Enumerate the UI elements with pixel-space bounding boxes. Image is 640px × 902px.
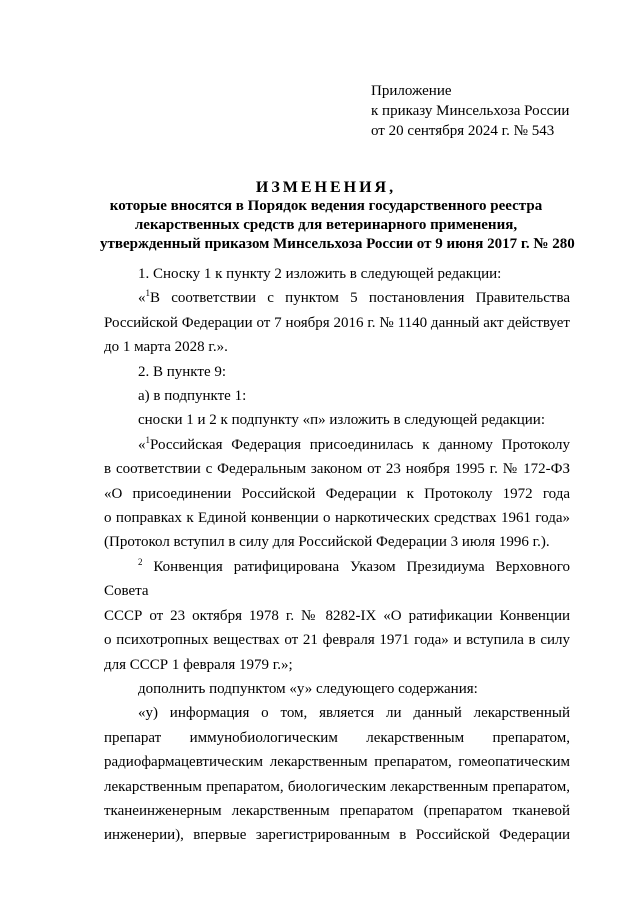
paragraph-9 [104,701,570,847]
paragraph-2 [104,286,570,359]
title-line-3: утвержденный приказом Минсельхоза России от 9 июня 2017 г. № 280 [100,236,575,252]
title-line-1: которые вносятся в Порядок ведения государственного реестра [109,198,543,214]
paragraph-1: 1. Сноску 1 к пункту 2 изложить в следующей редакции: [138,266,502,282]
appendix-line-2: к приказу Минсельхоза России [371,103,570,119]
paragraph-9-line-2: препарат иммунобиологическим лекарственным препаратом, [104,729,570,746]
paragraph-9-line-4: лекарственным препаратом, биологическим лекарственным препаратом, [104,778,570,795]
paragraph-7-line-3: о психотропных веществах от 21 февраля 1971 года» и вступила в силу [104,632,570,649]
appendix-block [371,81,569,141]
paragraph-2-line-2: Российской Федерации от 7 ноября 2016 г. № 1140 данный акт действует [104,314,570,331]
paragraph-9-line-3: радиофармацевтическим лекарственным препаратом, гомеопатическим [104,754,570,771]
paragraph-6-line-3: «О присоединении Российской Федерации к Протоколу 1972 года [104,485,570,502]
document-title [100,178,575,254]
footnote-mark: 1 [145,288,150,299]
paragraph-9-line-5: тканеинженерным лекарственным препаратом (препаратом тканевой [104,802,570,819]
paragraph-7-line-4: для СССР 1 февраля 1979 г.»; [104,656,293,673]
paragraph-8: дополнить подпунктом «у» следующего содержания: [138,680,478,697]
paragraph-9-line-1: «у) информация о том, является ли данный лекарственный [138,705,570,722]
footnote-mark: 2 [138,556,143,567]
paragraph-7-line-1: $^2$ Конвенция ратифицирована Указом Президиума Верховного Совета [104,556,570,600]
paragraph-9-line-6: инженерии), впервые зарегистрированным в Российской Федерации [104,827,570,844]
appendix-line-1: Приложение [371,83,452,99]
paragraph-7 [104,555,570,677]
paragraph-6-line-4: о поправках к Единой конвенции о наркотических средствах 1961 года» [104,510,570,527]
document-body [104,262,570,848]
paragraph-7-line-2: СССР от 23 октября 1978 г. № 8282-IX «О ратификации Конвенции [104,607,570,624]
title-line-2: лекарственных средств для ветеринарного применения, [134,217,518,233]
paragraph-2-line-3: до 1 марта 2028 г.». [104,339,228,356]
paragraph-5: сноски 1 и 2 к подпункту «п» изложить в следующей редакции: [138,412,545,429]
paragraph-6-line-2: в соответствии с Федеральным законом от 23 ноября 1995 г. № 172-ФЗ [104,461,570,478]
appendix-line-3: от 20 сентября 2024 г. № 543 [371,123,555,139]
paragraph-2-line-1: «$^1$В соответствии с пунктом 5 постановления Правительства [138,288,570,307]
paragraph-6-line-5: (Протокол вступил в силу для Российской Федерации 3 июля 1996 г.). [104,534,550,551]
paragraph-3: 2. В пункте 9: [138,363,227,380]
paragraph-4: а) в подпункте 1: [138,388,247,405]
footnote-mark: 1 [145,434,150,445]
title-heading: ИЗМЕНЕНИЯ, [255,179,397,196]
paragraph-6 [104,433,570,555]
paragraph-6-line-1: «$^1$Российская Федерация присоединилась к данному Протоколу [138,434,570,453]
